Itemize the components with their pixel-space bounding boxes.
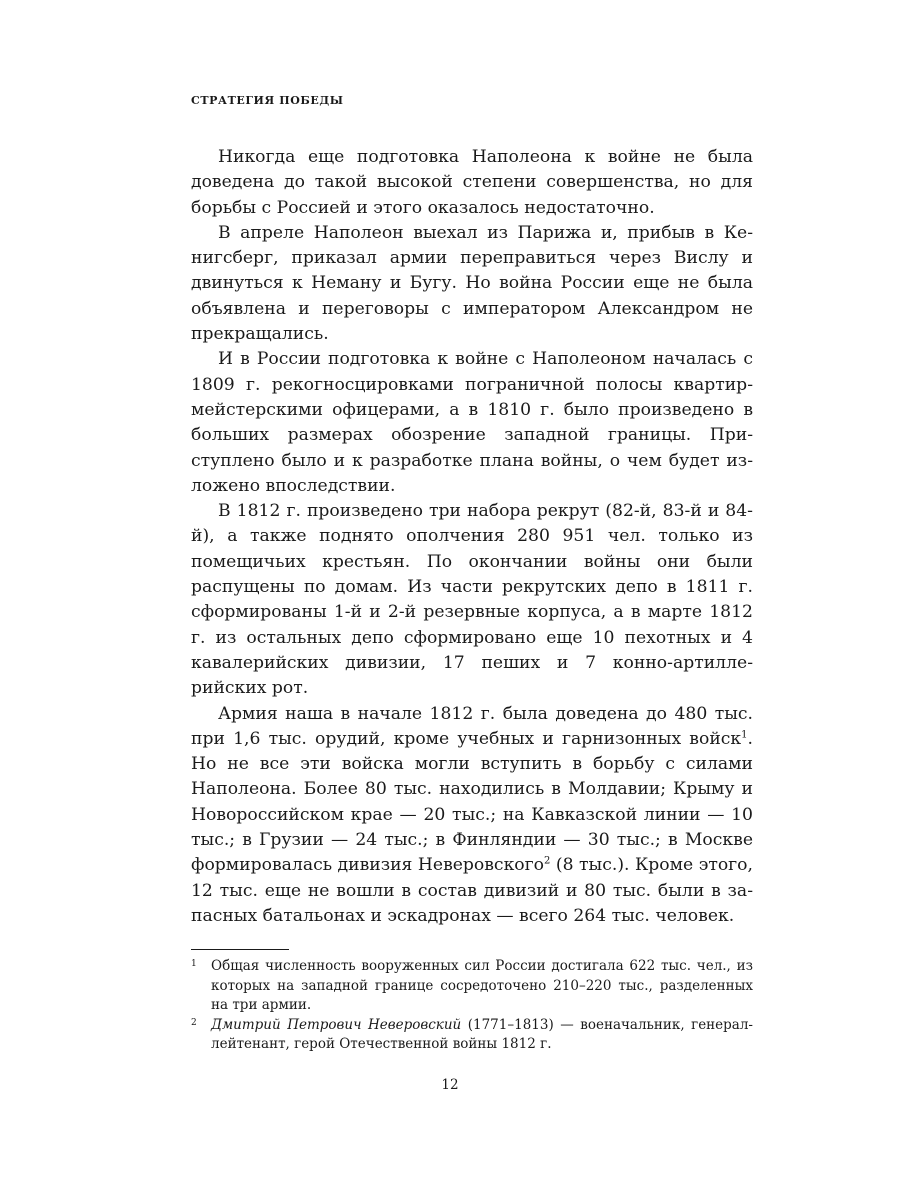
footnote: [191, 957, 753, 1016]
footnote: [191, 1016, 753, 1055]
paragraph-text: (8 тыс.). Кроме этого, 12 тыс. еще не вошли в состав дивизий и 80 тыс. были в запасных батальонах и эскадронах — всего 264 тыс. человек.: [191, 855, 753, 926]
paragraph: [191, 702, 753, 930]
footnote-ref-2[interactable]: 2: [544, 855, 551, 867]
paragraph: И в России подготовка к войне с Наполеоном началась с 1809 г. рекогносцировками пограничной полосы квартирмейстерскими офицерами, а в 1810 г. было произведено в больших размерах обозрение западной границы. Приступлено было и к разработке плана войны, о чем будет изложено впоследствии.: [191, 349, 753, 496]
footnotes: [191, 957, 753, 1055]
footnote-mark: 1: [191, 959, 197, 969]
footnote-text: Общая численность вооруженных сил России достигала 622 тыс. чел., из которых на западной границе сосредоточено 210–220 тыс., разделенных на три армии.: [211, 958, 753, 1013]
footnote-person-name: Дмитрий Петрович Неверовский: [211, 1016, 462, 1033]
paragraph-text: . Но не все эти войска могли вступить в борьбу с силами Наполеона. Более 80 тыс. находились в Молдавии; Крыму и Новороссийском крае — 20 тыс.; на Кавказской линии — 10 тыс.; в Грузии — 24 тыс.; в Финляндии — 30 тыс.; в Москве формировалась дивизия Неверовского: [191, 728, 753, 876]
footnote-mark: 2: [191, 1017, 197, 1028]
footnote-divider: [191, 949, 289, 950]
paragraph: В апреле Наполеон выехал из Парижа и, прибыв в Кенигсберг, приказал армии переправиться через Вислу и двинуться к Неману и Бугу. Но война России еще не была объявлена и переговоры с императором Александром не прекращались.: [191, 222, 753, 345]
footnote-body: (1771–1813) — военачальник, генерал-лейтенант, герой Отечественной войны 1812 г.: [211, 1016, 753, 1052]
running-head: СТРАТЕГИЯ ПОБЕДЫ: [191, 94, 344, 107]
footnote-text: [211, 1016, 753, 1055]
footnote-ref-1[interactable]: 1: [741, 729, 748, 741]
page-number: 12: [441, 1077, 459, 1093]
paragraph: Никогда еще подготовка Наполеона к войне не была доведена до такой высокой степени совершенства, но для борьбы с Россией и этого оказалось недостаточно.: [191, 147, 753, 218]
paragraph: В 1812 г. произведено три набора рекрут (82-й, 83-й и 84-й), а также поднято ополчения 280 951 чел. только из помещичьих крестьян. По окончании войны они были распущены по домам. Из части рекрутских депо в 1811 г. сформированы 1-й и 2-й резервные корпуса, а в марте 1812 г. из остальных депо сформировано еще 10 пехотных и 4 кавалерийских дивизии, 17 пеших и 7 конно-артиллерийских рот.: [191, 501, 753, 699]
paragraph-text: Армия наша в начале 1812 г. была доведена до 480 тыс. при 1,6 тыс. орудий, кроме учебных и гарнизонных войск: [191, 703, 753, 749]
main-text: [191, 145, 753, 929]
